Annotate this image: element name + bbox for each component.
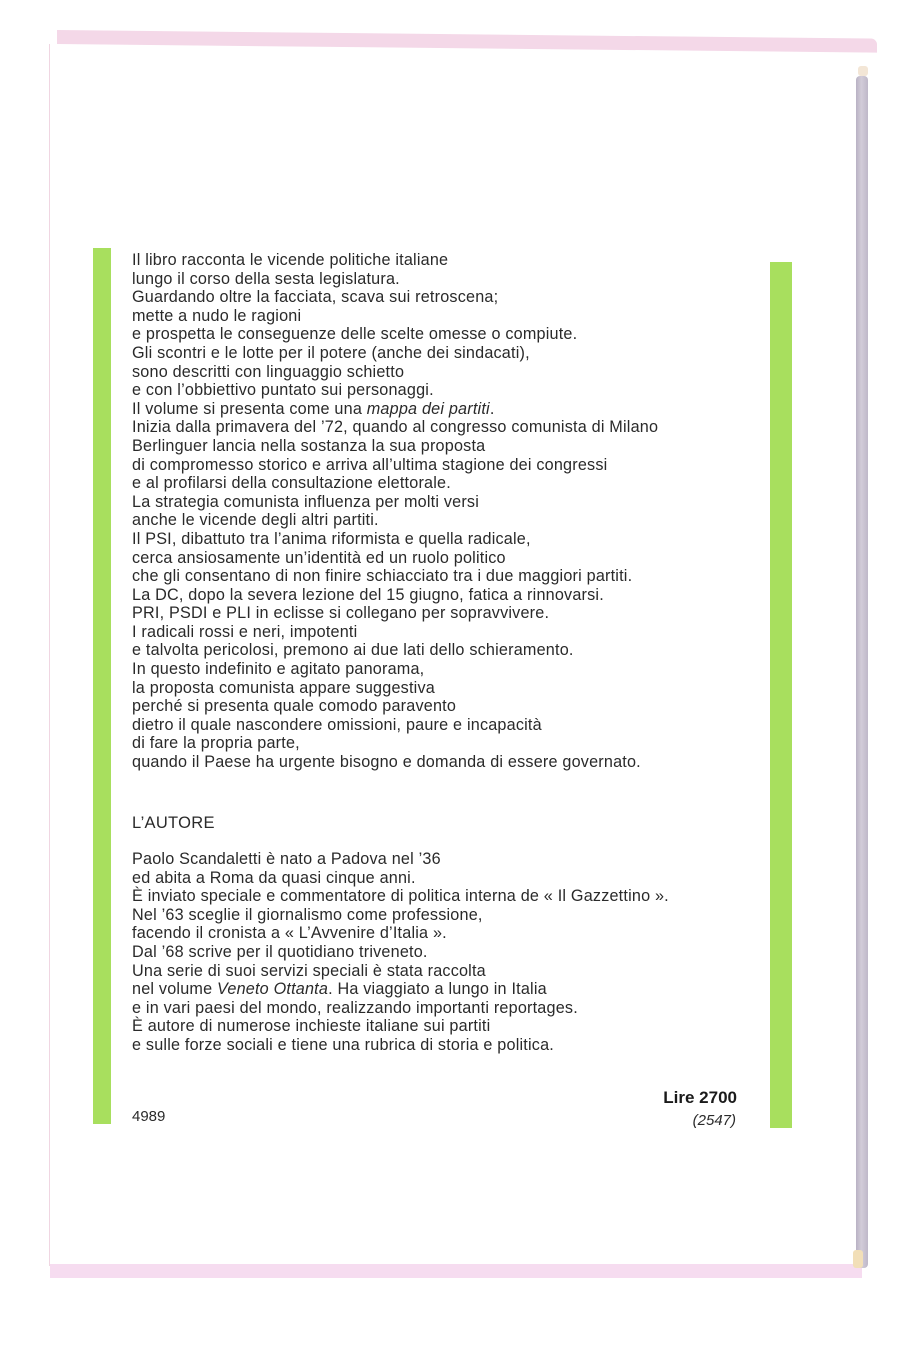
cover-left-edge [49,44,50,1266]
italic-phrase: mappa dei partiti [366,399,490,418]
blurb-line: In questo indefinito e agitato panorama, [132,660,425,679]
author-line: È inviato speciale e commentatore di politica interna de « Il Gazzettino ». [132,887,669,906]
blurb-line: sono descritti con linguaggio schietto [132,362,405,381]
cover-top-edge [57,30,877,53]
blurb-line: PRI, PSDI e PLI in eclisse si collegano per sopravvivere. [132,604,550,623]
price-label: Lire 2700 [663,1088,737,1107]
blurb-line: perché si presenta quale comodo paravento [132,697,457,716]
blurb-line: la proposta comunista appare suggestiva [132,678,435,697]
blurb-line: Il PSI, dibattuto tra l’anima riformista e quella radicale, [132,529,531,548]
blurb-line: lungo il corso della sesta legislatura. [132,269,400,288]
author-line: ed abita a Roma da quasi cinque anni. [132,868,416,887]
blurb-line: quando il Paese ha urgente bisogno e domanda di essere governato. [132,753,641,772]
author-line: e sulle forze sociali e tiene una rubrica di storia e politica. [132,1035,554,1054]
blurb-line-with-italic [132,400,752,419]
blurb-text [132,251,752,772]
blurb-line: mette a nudo le ragioni [132,306,302,325]
cover-bottom-edge [50,1264,862,1278]
blurb-line: Gli scontri e le lotte per il potere (anche dei sindacati), [132,343,530,362]
blurb-line-text: Il volume si presenta come una [132,399,367,418]
blurb-line: Berlinguer lancia nella sostanza la sua proposta [132,436,486,455]
author-line: Paolo Scandaletti è nato a Padova nel ’36 [132,850,441,868]
author-line: e in vari paesi del mondo, realizzando importanti reportages. [132,998,578,1017]
blurb-line: dietro il quale nascondere omissioni, paure e incapacità [132,715,542,734]
author-section-heading: L’AUTORE [132,814,215,832]
blurb-line: Guardando oltre la facciata, scava sui retroscena; [132,288,499,307]
right-green-bar [770,262,792,1128]
author-line: Nel ’63 sceglie il giornalismo come professione, [132,905,483,924]
punctuation: . [489,399,495,418]
blurb-line: anche le vicende degli altri partiti. [132,511,379,530]
author-line: È autore di numerose inchieste italiane sui partiti [132,1017,491,1036]
author-line-with-italic [132,980,752,999]
blurb-line: di fare la propria parte, [132,734,300,753]
blurb-line: di compromesso storico e arriva all’ultima stagione dei congressi [132,455,608,474]
blurb-line: La DC, dopo la severa lezione del 15 giugno, fatica a rinnovarsi. [132,585,604,604]
author-line: facendo il cronista a « L’Avvenire d’Italia ». [132,924,447,943]
blurb-line: e al profilarsi della consultazione elettorale. [132,474,451,493]
spine-corner-bottom [853,1250,863,1268]
blurb-line: e talvolta pericolosi, premono ai due lati dello schieramento. [132,641,574,660]
blurb-line: e con l’obbiettivo puntato sui personaggi. [132,381,434,400]
author-bio [132,850,752,1055]
author-line-text: . Ha viaggiato a lungo in Italia [328,980,547,999]
blurb-line: cerca ansiosamente un’identità ed un ruolo politico [132,548,506,567]
author-line-text: nel volume [132,980,217,999]
book-spine [856,76,868,1268]
blurb-line: e prospetta le conseguenze delle scelte omesse o compiute. [132,325,578,344]
book-title-italic: Veneto Ottanta [216,980,329,999]
blurb-line: Il libro racconta le vicende politiche italiane [132,251,449,269]
spine-corner-top [858,66,868,76]
blurb-line: Inizia dalla primavera del ’72, quando al congresso comunista di Milano [132,418,659,437]
blurb-line: La strategia comunista influenza per molti versi [132,492,480,511]
catalog-number: 4989 [132,1108,166,1125]
author-line: Una serie di suoi servizi speciali è stata raccolta [132,961,486,980]
author-line: Dal ’68 scrive per il quotidiano triveneto. [132,942,428,961]
price-code: (2547) [692,1112,736,1129]
blurb-line: I radicali rossi e neri, impotenti [132,622,358,641]
blurb-line: che gli consentano di non finire schiacciato tra i due maggiori partiti. [132,567,633,586]
left-green-bar [93,248,111,1124]
